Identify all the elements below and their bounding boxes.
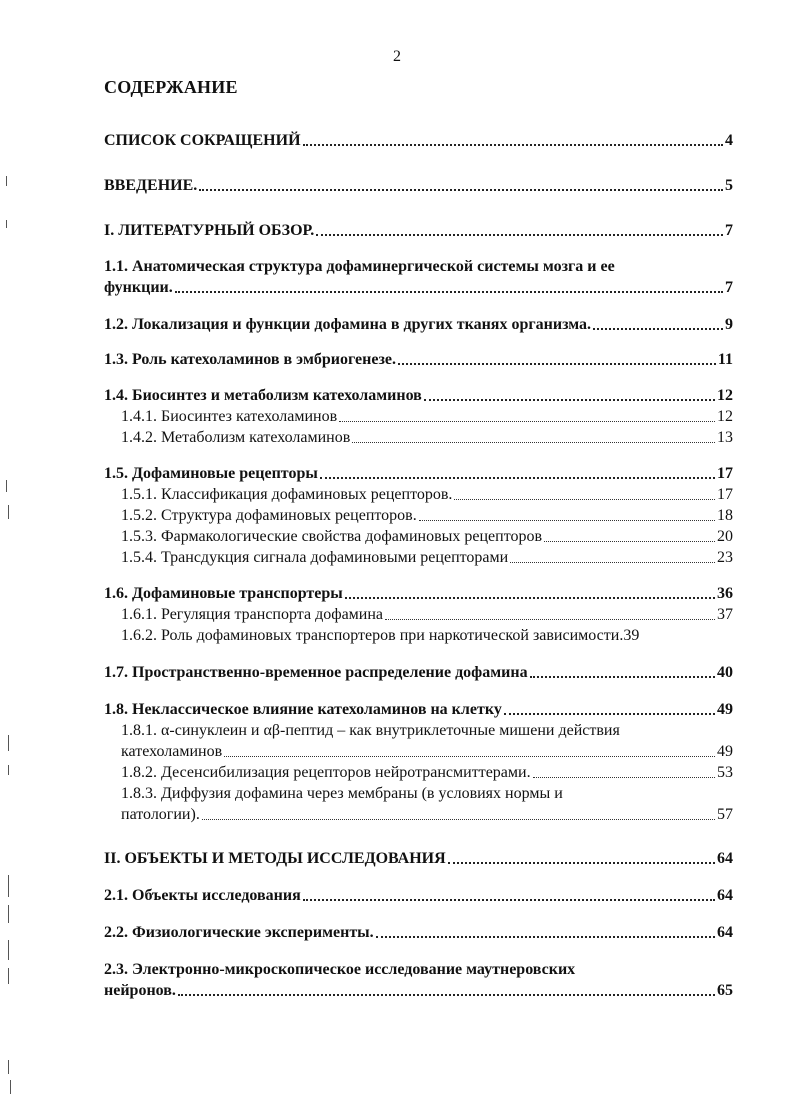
toc-entry-2-3[interactable] [104,981,733,1001]
toc-label: ВВЕДЕНИЕ. [104,177,198,194]
toc-entry-1-8-1-line1[interactable]: 1.8.1. α-синуклеин и αβ-пептид – как внутриклеточные мишени действия [121,722,620,739]
toc-label: 1.4. Биосинтез и метаболизм катехоламинов [104,387,422,404]
toc-entry-1-6-1[interactable] [121,605,733,625]
toc-entry-1-5-1[interactable] [121,485,733,505]
toc-entry-1-4-1[interactable] [121,407,733,427]
toc-page: 53 [717,764,733,781]
toc-label: 1.3. Роль катехоламинов в эмбриогенезе. [104,351,396,368]
scan-artifact [8,1060,9,1074]
toc-label: 1.5. Дофаминовые рецепторы [104,465,318,482]
toc-label: 1.4.2. Метаболизм катехоламинов [121,429,351,446]
toc-page: 23 [717,549,733,566]
toc-entry-1-8-2[interactable] [121,763,733,783]
toc-entry-1-8[interactable] [104,700,733,720]
dot-leader [376,936,715,938]
toc-entry-2-1[interactable] [104,886,733,906]
toc-page: 57 [717,806,733,823]
dot-leader [345,597,715,599]
toc-entry-1-2[interactable] [104,315,733,335]
dot-leader [454,499,715,500]
toc-label: 1.6.1. Регуляция транспорта дофамина [121,606,384,623]
dot-leader [593,328,723,330]
toc-label: 1.5.3. Фармакологические свойства дофаминовых рецепторов [121,528,543,545]
toc-entry-1-1[interactable] [104,278,733,298]
toc-entry-1-4-2[interactable] [121,428,733,448]
dot-leader [303,144,723,146]
scan-artifact [8,505,9,519]
toc-page: 12 [717,387,733,404]
toc-label: патологии). [121,806,200,823]
toc-page: 64 [717,924,733,941]
dot-leader [419,520,715,521]
toc-page: 40 [717,664,733,681]
toc-page: 64 [717,887,733,904]
dot-leader [199,189,723,191]
toc-entry-1-6-2[interactable] [121,626,733,646]
toc-entry-1-5-2[interactable] [121,506,733,526]
toc-entry-1-6[interactable] [104,584,733,604]
toc-page: 18 [717,507,733,524]
toc-label: 2.2. Физиологические эксперименты. [104,924,374,941]
toc-page: 17 [717,465,733,482]
toc-label: 1.8. Неклассическое влияние катехоламинов на клетку [104,701,502,718]
toc-label: 1.4.1. Биосинтез катехоламинов [121,408,338,425]
toc-label: катехоламинов [121,743,223,760]
toc-entry-1-8-3-line1[interactable]: 1.8.3. Диффузия дофамина через мембраны (в условиях нормы и [121,785,563,802]
toc-label: 1.6. Дофаминовые транспортеры [104,585,343,602]
toc-page: 36 [717,585,733,602]
toc-entry-2-2[interactable] [104,923,733,943]
dot-leader [424,399,715,401]
toc-entry-1-8-3[interactable] [121,805,733,825]
scan-artifact [8,968,9,984]
dot-leader [352,442,715,443]
toc-entry-1-7[interactable] [104,663,733,683]
dot-leader [316,234,723,236]
toc-page: 49 [717,701,733,718]
dot-leader [448,862,715,864]
toc-entry-1-4[interactable] [104,386,733,406]
toc-page: 12 [717,408,733,425]
toc-title: СОДЕРЖАНИЕ [104,77,238,97]
dot-leader [544,541,715,542]
toc-label: нейронов. [104,982,176,999]
toc-entry-2-3-line1[interactable]: 2.3. Электронно-микроскопическое исследование маутнеровских [104,961,576,978]
toc-page: 11 [717,351,733,368]
toc-page: 49 [717,743,733,760]
dot-leader [398,363,716,365]
scan-artifact [6,220,7,228]
dot-leader [504,713,715,715]
toc-page: 5 [725,177,733,194]
toc-label: 1.2. Локализация и функции дофамина в других тканях организма. [104,316,592,333]
toc-label: 1.5.4. Трансдукция сигнала дофаминовыми рецепторами [121,549,509,566]
dot-leader [224,756,715,757]
toc-page: 17 [717,486,733,503]
dot-leader [303,899,715,901]
toc-page: 20 [717,528,733,545]
dot-leader [533,777,715,778]
scan-artifact [8,940,9,960]
scan-artifact [6,176,7,186]
toc-entry-chapter-2[interactable] [104,849,733,869]
toc-label: функции. [104,279,173,296]
toc-label: 1.5.1. Классификация дофаминовых рецепторов. [121,486,453,503]
toc-page: 7 [725,222,733,239]
scan-artifact [8,735,9,751]
toc-entry-1-5[interactable] [104,464,733,484]
scan-artifact [8,875,9,897]
scan-artifact [8,905,9,923]
toc-label: II. ОБЪЕКТЫ И МЕТОДЫ ИССЛЕДОВАНИЯ [104,850,446,867]
toc-label: 1.7. Пространственно-временное распределение дофамина [104,664,528,681]
scan-artifact [10,1080,11,1094]
toc-page: 39 [623,627,640,644]
dot-leader [202,819,715,820]
toc-page: 64 [717,850,733,867]
toc-page: 37 [717,606,733,623]
toc-entry-1-5-4[interactable] [121,548,733,568]
scan-artifact [8,765,9,775]
toc-entry-chapter-1[interactable] [104,221,733,241]
toc-entry-1-5-3[interactable] [121,527,733,547]
toc-page: 9 [725,316,733,333]
toc-label: 1.5.2. Структура дофаминовых рецепторов. [121,507,417,524]
toc-page: 65 [717,982,733,999]
dot-leader [320,477,715,479]
toc-entry-1-3[interactable] [104,350,733,370]
toc-label: 1.6.2. Роль дофаминовых транспортеров при наркотической зависимости. [121,627,624,644]
page-number: 2 [393,48,401,65]
dot-leader [178,994,715,996]
toc-page: 7 [725,279,733,296]
toc-label: I. ЛИТЕРАТУРНЫЙ ОБЗОР. [104,222,315,239]
toc-label: СПИСОК СОКРАЩЕНИЙ [104,132,301,149]
toc-label: 1.8.2. Десенсибилизация рецепторов нейротрансмиттерами. [121,764,531,781]
toc-entry-1-1-line1[interactable]: 1.1. Анатомическая структура дофаминергической системы мозга и ее [104,258,615,275]
dot-leader [530,676,715,678]
dot-leader [175,291,723,293]
dot-leader [510,562,715,563]
toc-label: 2.1. Объекты исследования [104,887,301,904]
toc-entry-1-8-1[interactable] [121,742,733,762]
dot-leader [339,421,715,422]
toc-entry-abbreviations[interactable] [104,131,733,151]
toc-page: 4 [725,132,733,149]
toc-entry-introduction[interactable] [104,176,733,196]
scan-artifact [6,480,7,492]
dot-leader [385,619,715,620]
toc-page: 13 [717,429,733,446]
